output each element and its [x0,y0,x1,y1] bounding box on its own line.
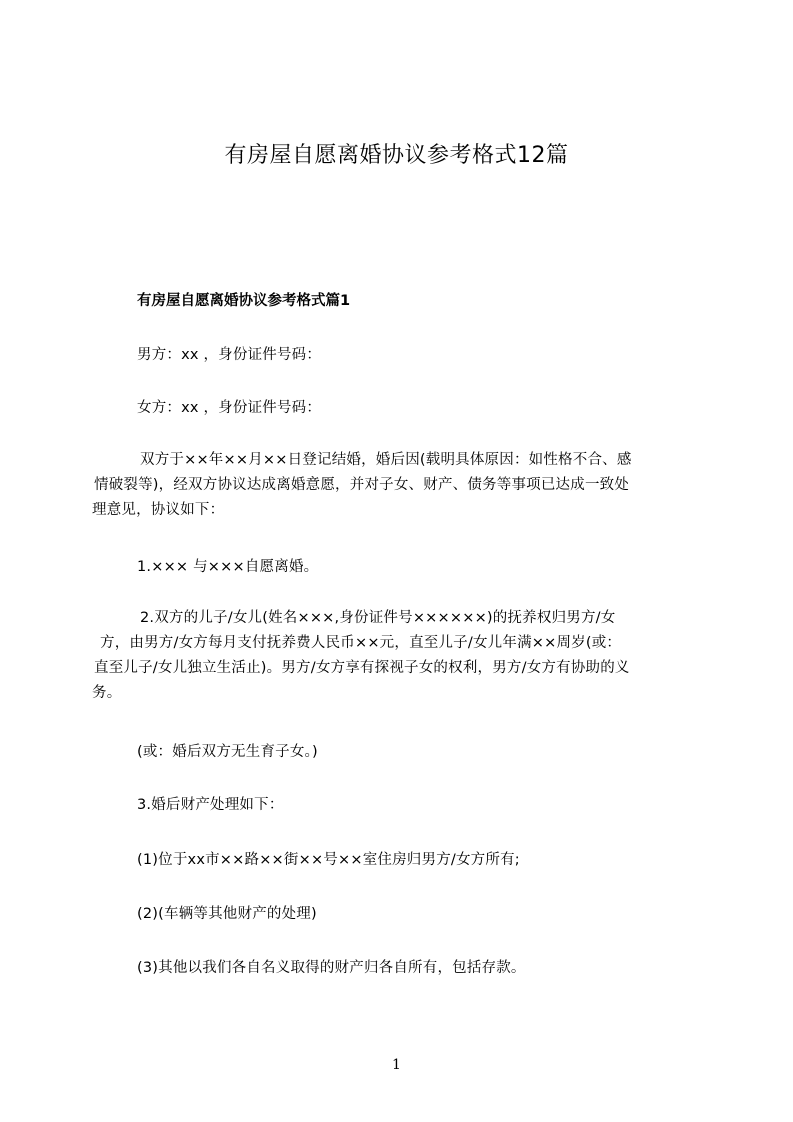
clause-3-item-1-text: (1)位于xx市××路××街××号××室住房归男方/女方所有; [137,852,520,868]
clause-1 [92,555,706,580]
clause-2-alternative [92,740,706,765]
clause-2 [92,606,706,706]
document-title: 有房屋自愿离婚协议参考格式12篇 [224,143,569,168]
clause-2-alternative-text: (或：婚后双方无生育子女。) [137,744,318,760]
clause-2-line: 方，由男方/女方每月支付抚养费人民币××元，直至儿子/女儿年满××周岁(或： [100,635,622,651]
marriage-paragraph [92,448,706,523]
female-party-text: 女方：xx ，身份证件号码： [137,400,322,416]
clause-2-line: 务。 [92,685,122,701]
page-number: 1 [392,1057,401,1073]
section-heading: 有房屋自愿离婚协议参考格式篇1 [137,293,351,309]
male-party-line [92,343,706,368]
clause-3-item-3 [92,956,706,981]
female-party-line [92,396,706,421]
clause-1-text: 1.××× 与×××自愿离婚。 [137,559,319,575]
clause-2-line: 直至儿子/女儿独立生活止)。男方/女方享有探视子女的权利，男方/女方有协助的义 [94,660,630,676]
marriage-paragraph-line: 情破裂等)，经双方协议达成离婚意愿，并对子女、财产、债务等事项已达成一致处 [94,477,630,493]
clause-3-item-2 [92,902,706,927]
clause-3-item-1 [92,848,706,873]
clause-3 [92,793,706,818]
clause-3-item-3-text: (3)其他以我们各自名义取得的财产归各自所有，包括存款。 [137,960,526,976]
marriage-paragraph-line: 理意见，协议如下： [92,502,225,518]
marriage-paragraph-line: 双方于××年××月××日登记结婚，婚后因(载明具体原因：如性格不合、感 [140,452,632,468]
clause-2-line: 2.双方的儿子/女儿(姓名×××,身份证件号××××××)的抚养权归男方/女 [140,610,616,626]
clause-3-item-2-text: (2)(车辆等其他财产的处理) [137,906,317,922]
clause-3-text: 3.婚后财产处理如下： [137,797,284,813]
male-party-text: 男方：xx ，身份证件号码： [137,347,322,363]
